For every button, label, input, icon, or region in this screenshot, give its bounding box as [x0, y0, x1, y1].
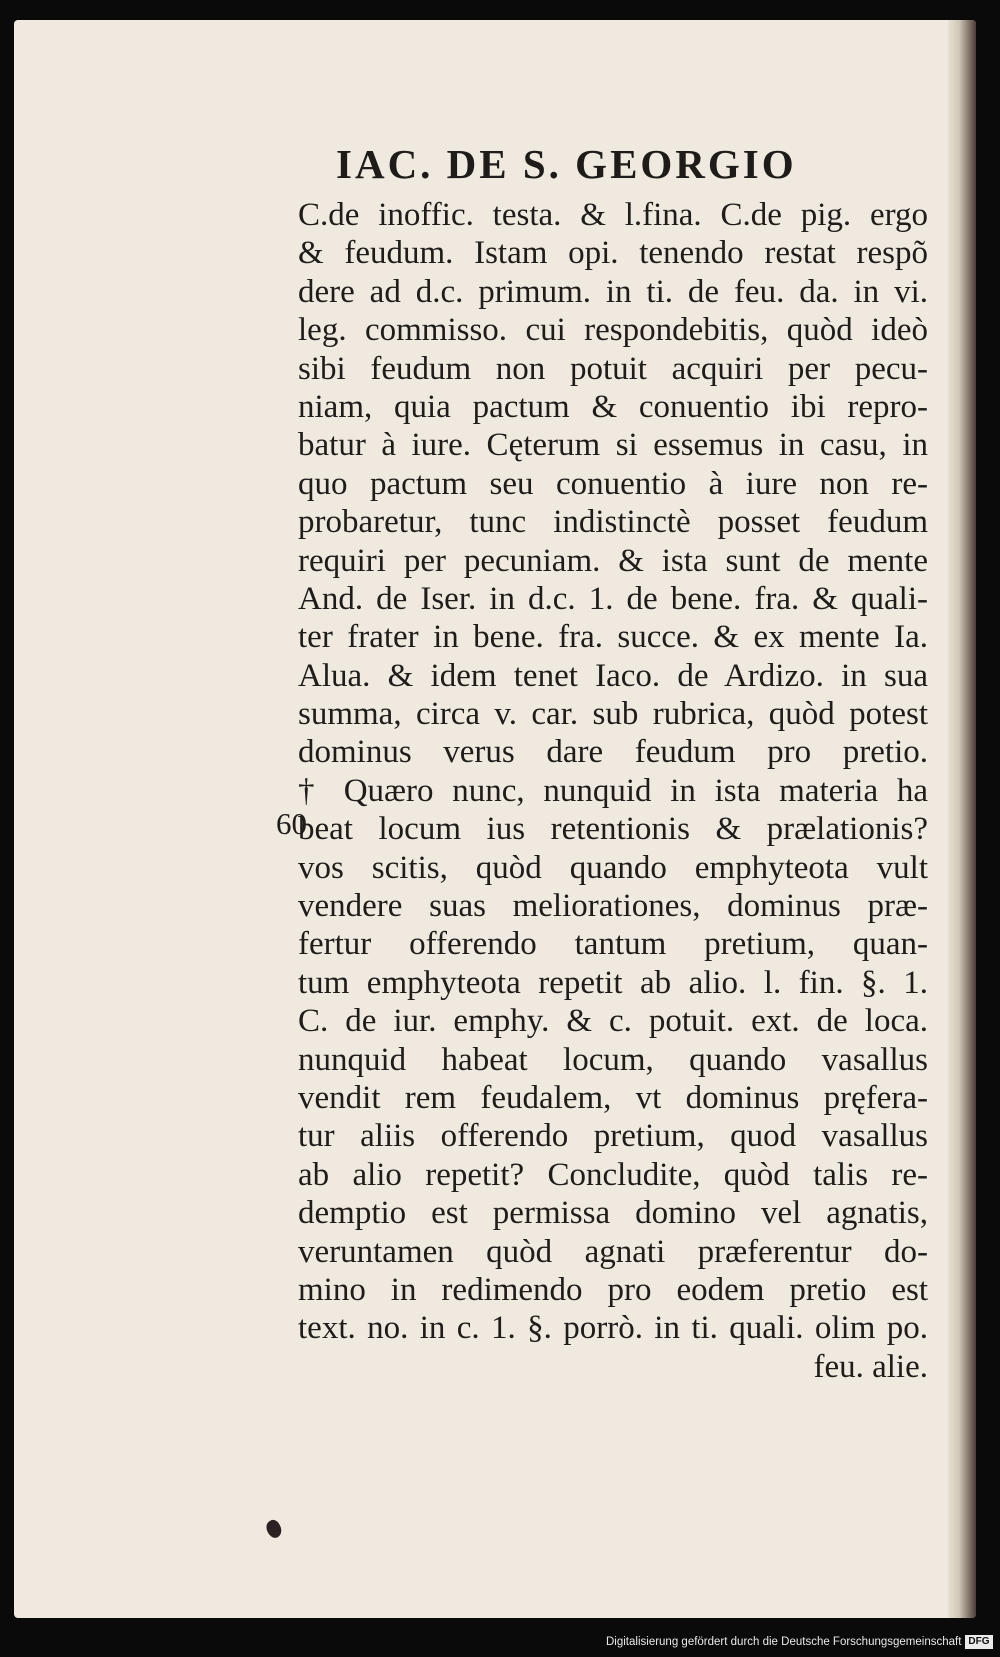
text-line: ter frater in bene. fra. succe. & ex mente Ia.	[298, 619, 928, 656]
text-line: vos scitis, quòd quando emphyteota vult	[298, 849, 928, 886]
text-line: niam, quia pactum & conuentio ibi repro-	[298, 388, 928, 425]
dfg-logo: DFG	[965, 1635, 992, 1649]
text-line: sibi feudum non potuit acquiri per pecu-	[298, 350, 928, 387]
page-edge-shadow	[948, 20, 976, 1618]
text-line: fertur offerendo tantum pretium, quan-	[298, 926, 928, 963]
text-line: summa, circa v. car. sub rubrica, quòd potest	[298, 696, 928, 733]
running-head: IAC. DE S. GEORGIO	[336, 141, 797, 187]
text-line: probaretur, tunc indistinctè posset feudum	[298, 504, 928, 541]
text-line: C. de iur. emphy. & c. potuit. ext. de loca.	[298, 1003, 928, 1040]
text-line: † Quæro nunc, nunquid in ista materia ha	[298, 772, 928, 809]
text-line: Alua. & idem tenet Iaco. de Ardizo. in sua	[298, 657, 928, 694]
text-line: tur aliis offerendo pretium, quod vasallus	[298, 1118, 928, 1155]
digitization-footer	[606, 1631, 993, 1653]
margin-number: 60	[276, 806, 307, 841]
text-line: feu. alie.	[813, 1348, 928, 1385]
text-line: mino in redimendo pro eodem pretio est	[298, 1271, 928, 1308]
text-line: batur à iure. Cęterum si essemus in casu, in	[298, 427, 928, 464]
text-line: demptio est permissa domino vel agnatis,	[298, 1195, 928, 1232]
text-line: vendit rem feudalem, vt dominus pręfera-	[298, 1079, 928, 1116]
text-line: And. de Iser. in d.c. 1. de bene. fra. & quali-	[298, 580, 928, 617]
text-line: & feudum. Istam opi. tenendo restat respõ	[298, 235, 928, 272]
text-line: text. no. in c. 1. §. porrò. in ti. quali. olim po.	[298, 1310, 928, 1347]
text-line: requiri per pecuniam. & ista sunt de mente	[298, 542, 928, 579]
text-line: leg. commisso. cui respondebitis, quòd ideò	[298, 312, 928, 349]
text-line: dere ad d.c. primum. in ti. de feu. da. in vi.	[298, 273, 928, 310]
body-text	[298, 196, 928, 1386]
text-line: dominus verus dare feudum pro pretio.	[298, 734, 928, 771]
ink-blot	[263, 1518, 284, 1541]
book-page	[14, 20, 976, 1618]
text-line: veruntamen quòd agnati præferentur do-	[298, 1233, 928, 1270]
footer-credit: Digitalisierung gefördert durch die Deutsche Forschungsgemeinschaft	[606, 1636, 962, 1648]
text-line: nunquid habeat locum, quando vasallus	[298, 1041, 928, 1078]
text-line: quo pactum seu conuentio à iure non re-	[298, 465, 928, 502]
text-line: vendere suas meliorationes, dominus præ-	[298, 888, 928, 925]
text-line: ab alio repetit? Concludite, quòd talis re-	[298, 1156, 928, 1193]
text-line: tum emphyteota repetit ab alio. l. fin. §. 1.	[298, 964, 928, 1001]
text-line: C.de inoffic. testa. & l.fina. C.de pig. ergo	[298, 197, 928, 233]
text-line: beat locum ius retentionis & prælationis?	[298, 811, 928, 848]
